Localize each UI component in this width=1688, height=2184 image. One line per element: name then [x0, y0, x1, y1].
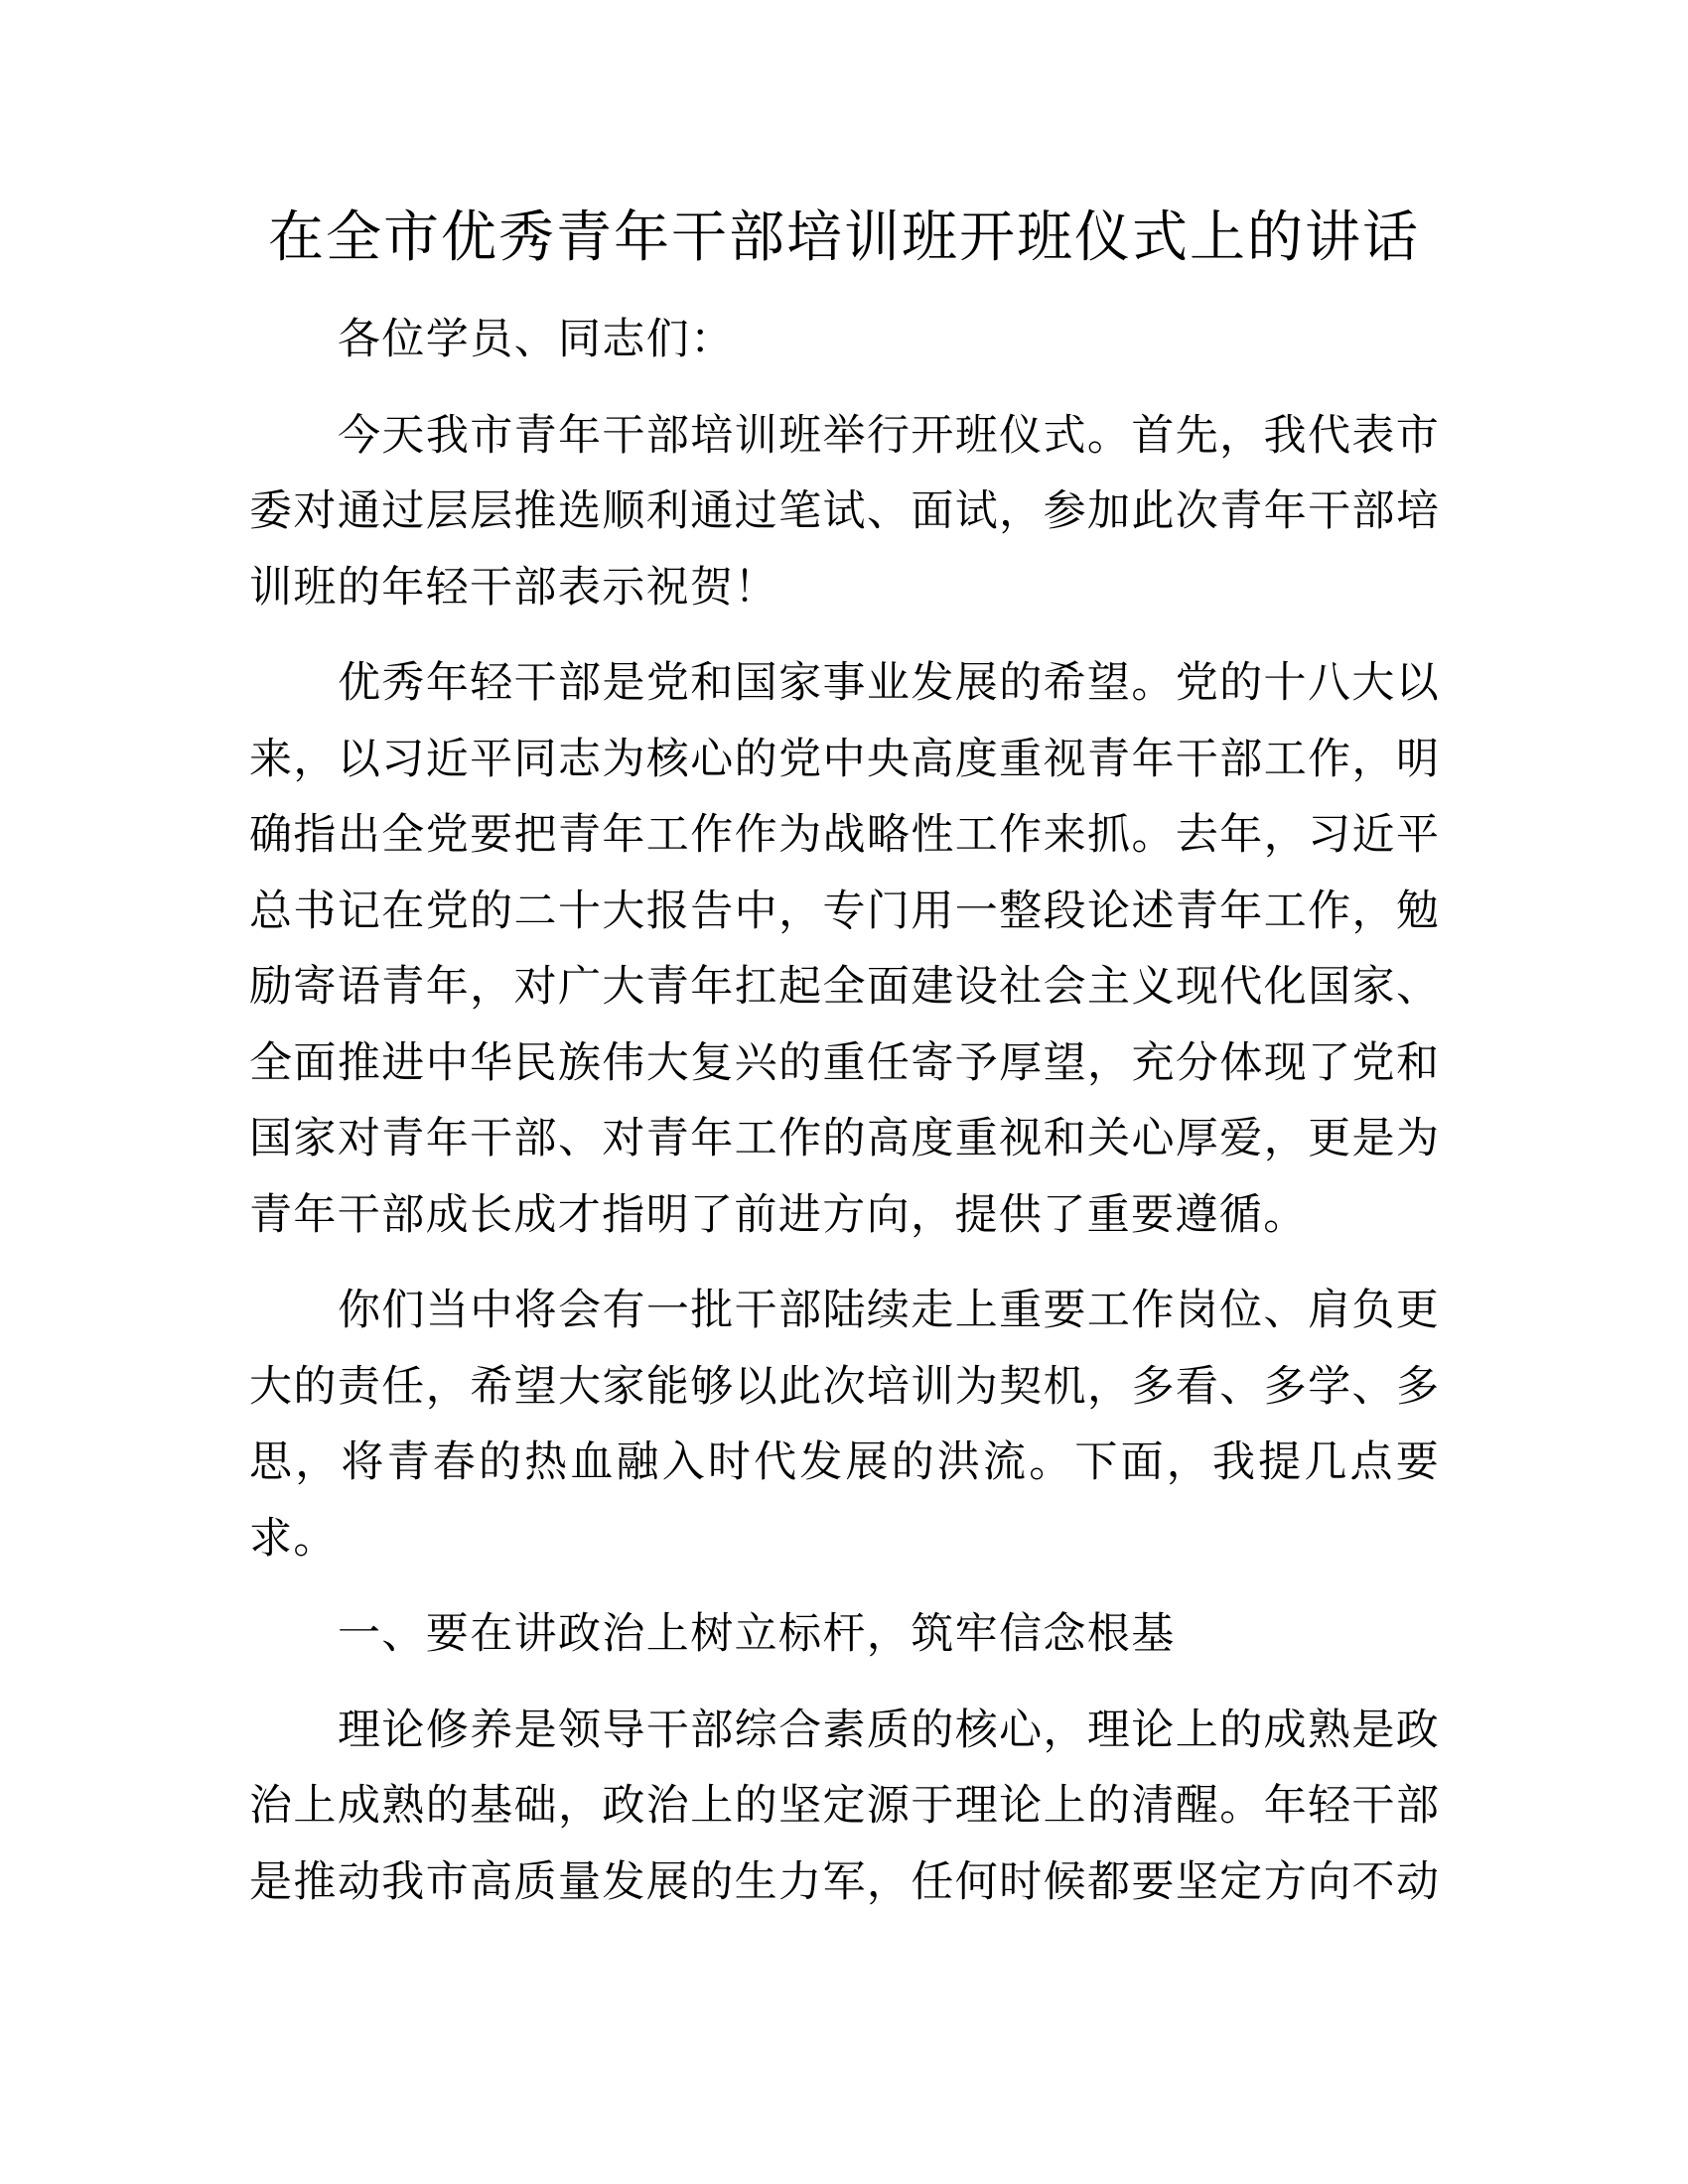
paragraph-line: 全 面 推 进 中 华 民 族 伟 大 复 兴 的 重 任 寄 予 厚 望 ， 充 分 体 现 了 党 和	[249, 1037, 1439, 1088]
document-title: 在全市优秀青年干部培训班开班仪式上的讲话	[268, 205, 1420, 270]
section-heading: 一、要在讲政治上树立标杆，筑牢信念根基	[338, 1609, 1176, 1659]
paragraph-line: 优 秀 年 轻 干 部 是 党 和 国 家 事 业 发 展 的 希 望 。 党 的 十 八 大 以	[338, 658, 1439, 708]
paragraph-line: 是 推 动 我 市 高 质 量 发 展 的 生 力 军 ， 任 何 时 候 都 要 坚 定 方 向 不 动	[249, 1856, 1439, 1907]
paragraph-line: 今 天 我 市 青 年 干 部 培 训 班 举 行 开 班 仪 式 。 首 先 ， 我 代 表 市	[338, 410, 1439, 461]
paragraph-line: 训班的年轻干部表示祝贺！	[249, 562, 778, 613]
paragraph-line: 求。	[249, 1513, 338, 1564]
paragraph-line: 思 ， 将 青 春 的 热 血 融 入 时 代 发 展 的 洪 流 。 下 面 ， 我 提 几 点 要	[249, 1437, 1439, 1487]
paragraph-line: 来 ， 以 习 近 平 同 志 为 核 心 的 党 中 央 高 度 重 视 青 年 干 部 工 作 ， 明	[249, 734, 1439, 784]
paragraph-line: 确 指 出 全 党 要 把 青 年 工 作 作 为 战 略 性 工 作 来 抓 。 去 年 ， 习 近 平	[249, 810, 1439, 860]
paragraph-line: 总 书 记 在 党 的 二 十 大 报 告 中 ， 专 门 用 一 整 段 论 述 青 年 工 作 ， 勉	[249, 886, 1439, 936]
salutation: 各位学员、同志们：	[338, 315, 735, 364]
paragraph-line: 理 论 修 养 是 领 导 干 部 综 合 素 质 的 核 心 ， 理 论 上 的 成 熟 是 政	[338, 1705, 1439, 1755]
paragraph-line: 国 家 对 青 年 干 部 、 对 青 年 工 作 的 高 度 重 视 和 关 心 厚 爱 ， 更 是 为	[249, 1114, 1439, 1163]
paragraph-line: 你 们 当 中 将 会 有 一 批 干 部 陆 续 走 上 重 要 工 作 岗 位 、 肩 负 更	[338, 1286, 1439, 1335]
paragraph-line: 治 上 成 熟 的 基 础 ， 政 治 上 的 坚 定 源 于 理 论 上 的 清 醒 。 年 轻 干 部	[249, 1781, 1439, 1831]
paragraph-line: 青年干部成长成才指明了前进方向，提供了重要遵循。	[249, 1189, 1308, 1240]
paragraph-line: 委 对 通 过 层 层 推 选 顺 利 通 过 笔 试 、 面 试 ， 参 加 此 次 青 年 干 部 培	[249, 486, 1439, 536]
paragraph-line: 励 寄 语 青 年 ， 对 广 大 青 年 扛 起 全 面 建 设 社 会 主 义 现 代 化 国 家 、	[249, 962, 1439, 1012]
paragraph-line: 大 的 责 任 ， 希 望 大 家 能 够 以 此 次 培 训 为 契 机 ， 多 看 、 多 学 、 多	[249, 1361, 1439, 1412]
